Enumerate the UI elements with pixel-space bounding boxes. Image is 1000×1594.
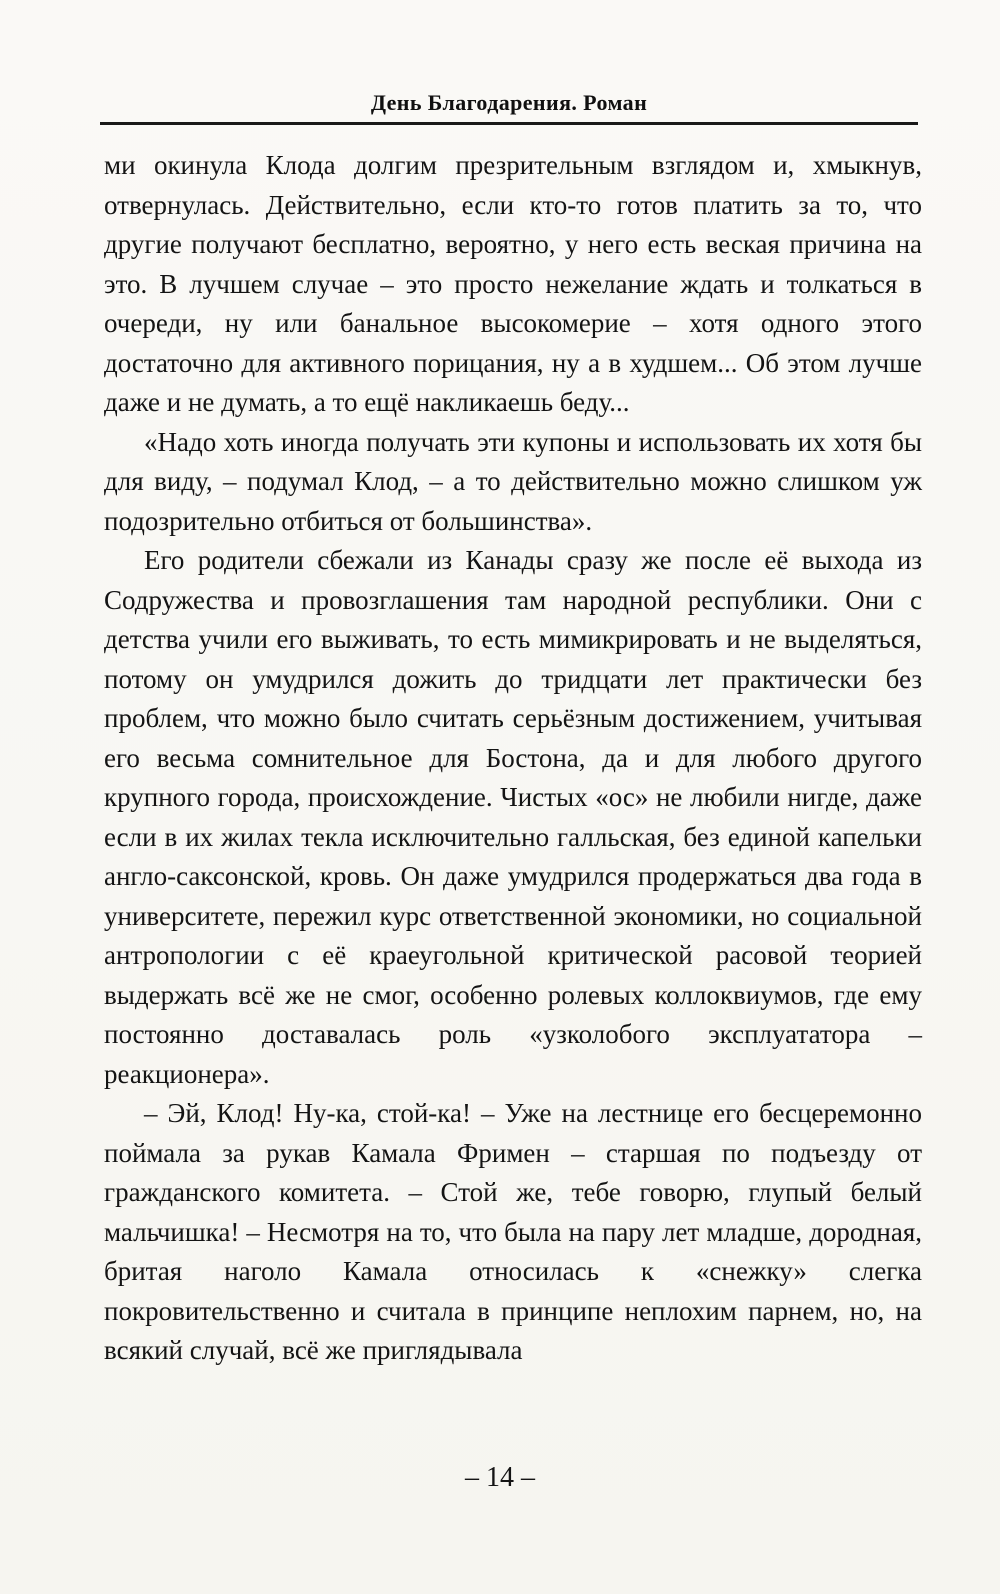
page-body bbox=[104, 146, 922, 1371]
paragraph: «Надо хоть иногда получать эти купоны и использовать их хотя бы для виду, – подумал Клод, – а то действительно можно слишком уж подозрительно отбиться от большинства». bbox=[104, 426, 922, 536]
paragraph: ми окинула Клода долгим презрительным взглядом и, хмыкнув, отвернулась. Действительно, если кто-то готов платить за то, что другие получают бесплатно, вероятно, у него есть веская причина на это. В лучшем случае – это просто нежелание ждать и толкаться в очереди, ну или банальное высокомерие – хотя одного этого достаточно для активного порицания, ну а в худшем... Об этом лучше даже и не думать, а то ещё накликаешь беду... bbox=[104, 150, 922, 417]
header-rule bbox=[100, 122, 918, 125]
paragraph: – Эй, Клод! Ну-ка, стой-ка! – Уже на лестнице его бесцеремонно поймала за рукав Камала Фримен – старшая по подъезду от гражданского комитета. – Стой же, тебе говорю, глупый белый мальчишка! – Несмотря на то, что была на пару лет младше, дородная, бритая наголо Камала относилась к «снежку» слегка покровительственно и считала в принципе неплохим парнем, но, на всякий случай, всё же приглядывала bbox=[104, 1098, 922, 1365]
paragraph: Его родители сбежали из Канады сразу же после её выхода из Содружества и провозглашения там народной республики. Они с детства учили его выживать, то есть мимикрировать и не выделяться, потому он умудрился дожить до тридцати лет практически без проблем, что можно было считать серьёзным достижением, учитывая его весьма сомнительное для Бостона, да и для любого другого крупного города, происхождение. Чистых «ос» не любили нигде, даже если в их жилах текла исключительно галльская, без единой капельки англо-саксонской, кровь. Он даже умудрился продержаться два года в университете, пережил курс ответственной экономики, но социальной антропологии с её краеугольной критической расовой теорией выдержать всё же не смог, особенно ролевых коллоквиумов, где ему постоянно доставалась роль «узколобого эксплуататора – реакционера». bbox=[104, 545, 922, 1089]
page-number: – 14 – bbox=[465, 1462, 535, 1493]
running-header-title: День Благодарения. Роман bbox=[370, 90, 648, 115]
